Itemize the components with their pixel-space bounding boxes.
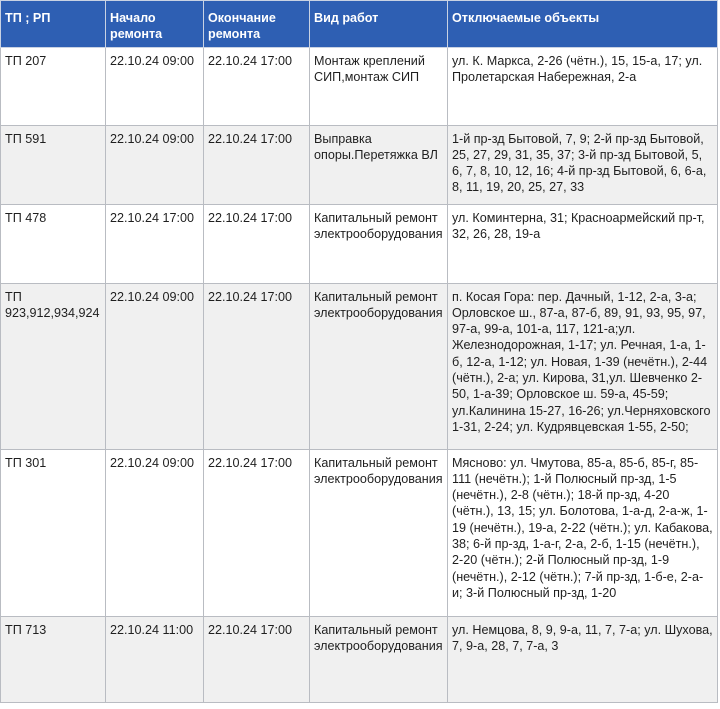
cell-work-type: Выправка опоры.Перетяжка ВЛ: [310, 125, 448, 204]
cell-work-type: Капитальный ремонт электрооборудования: [310, 204, 448, 283]
cell-start: 22.10.24 09:00: [106, 449, 204, 616]
header-objects: Отключаемые объекты: [448, 1, 718, 48]
cell-objects: ул. К. Маркса, 2-26 (чётн.), 15, 15-а, 17; ул. Пролетарская Набережная, 2-а: [448, 47, 718, 125]
cell-tp: ТП 301: [1, 449, 106, 616]
cell-end: 22.10.24 17:00: [204, 449, 310, 616]
cell-objects: ул. Коминтерна, 31; Красноармейский пр-т, 32, 26, 28, 19-а: [448, 204, 718, 283]
cell-work-type: Капитальный ремонт электрооборудования: [310, 616, 448, 702]
cell-objects: 1-й пр-зд Бытовой, 7, 9; 2-й пр-зд Бытовой, 25, 27, 29, 31, 35, 37; 3-й пр-зд Бытовой, 5, 6, 7, 8, 10, 12, 16; 4-й пр-зд Бытовой, 6, 6-а, 8, 11, 19, 20, 25, 27, 33: [448, 125, 718, 204]
cell-tp: ТП 591: [1, 125, 106, 204]
cell-start: 22.10.24 09:00: [106, 47, 204, 125]
header-end: Окончание ремонта: [204, 1, 310, 48]
table-row: [1, 204, 718, 283]
table-row: [1, 283, 718, 449]
cell-tp: ТП 713: [1, 616, 106, 702]
cell-start: 22.10.24 17:00: [106, 204, 204, 283]
table-row: [1, 125, 718, 204]
cell-objects: ул. Немцова, 8, 9, 9-а, 11, 7, 7-а; ул. Шухова, 7, 9-а, 28, 7, 7-а, 3: [448, 616, 718, 702]
cell-end: 22.10.24 17:00: [204, 204, 310, 283]
cell-tp: ТП 478: [1, 204, 106, 283]
cell-end: 22.10.24 17:00: [204, 616, 310, 702]
cell-work-type: Капитальный ремонт электрооборудования: [310, 283, 448, 449]
cell-end: 22.10.24 17:00: [204, 125, 310, 204]
table-header-row: [1, 1, 718, 48]
table-row: [1, 449, 718, 616]
header-tp: ТП ; РП: [1, 1, 106, 48]
cell-tp: ТП 207: [1, 47, 106, 125]
table-row: [1, 616, 718, 702]
table-row: [1, 47, 718, 125]
cell-work-type: Монтаж креплений СИП,монтаж СИП: [310, 47, 448, 125]
cell-start: 22.10.24 09:00: [106, 283, 204, 449]
cell-objects: Мясново: ул. Чмутова, 85-а, 85-б, 85-г, 85-111 (нечётн.); 1-й Полюсный пр-зд, 1-5 (нечётн.), 2-8 (чётн.); 18-й пр-зд, 4-20 (чётн.), 13, 15; ул. Болотова, 1-а-д, 2-а-ж, 1-19 (нечётн.), 19-а, 2-22 (чётн.); ул. Кабакова, 38; 6-й пр-зд, 1-а-г, 2-а, 2-б, 1-15 (нечётн.), 2-20 (чётн.); 2-й Полюсный пр-зд, 1-9 (нечётн.), 2-12 (чётн.); 7-й пр-зд, 1-б-е, 2-а-и; 3-й Полюсный пр-зд, 1-20: [448, 449, 718, 616]
cell-end: 22.10.24 17:00: [204, 283, 310, 449]
cell-tp: ТП 923,912,934,924: [1, 283, 106, 449]
cell-start: 22.10.24 09:00: [106, 125, 204, 204]
cell-objects: п. Косая Гора: пер. Дачный, 1-12, 2-а, 3-а; Орловское ш., 87-а, 87-б, 89, 91, 93, 95, 97, 97-а, 99-а, 101-а, 117, 121-а;ул. Железнодорожная, 1-17; ул. Речная, 1-а, 1-б, 12-а, 1-12; ул. Новая, 1-39 (нечётн.), 2-44 (чётн.), 2-а; ул. Кирова, 31,ул. Шевченко 2-50, 1-а-39; Орловское ш. 59-а, 45-59; ул.Калинина 15-27, 16-26; ул.Черняховского 1-31, 2-24; ул. Кудрявцевская 1-55, 2-50;: [448, 283, 718, 449]
cell-end: 22.10.24 17:00: [204, 47, 310, 125]
header-start: Начало ремонта: [106, 1, 204, 48]
cell-start: 22.10.24 11:00: [106, 616, 204, 702]
cell-work-type: Капитальный ремонт электрооборудования: [310, 449, 448, 616]
header-work-type: Вид работ: [310, 1, 448, 48]
